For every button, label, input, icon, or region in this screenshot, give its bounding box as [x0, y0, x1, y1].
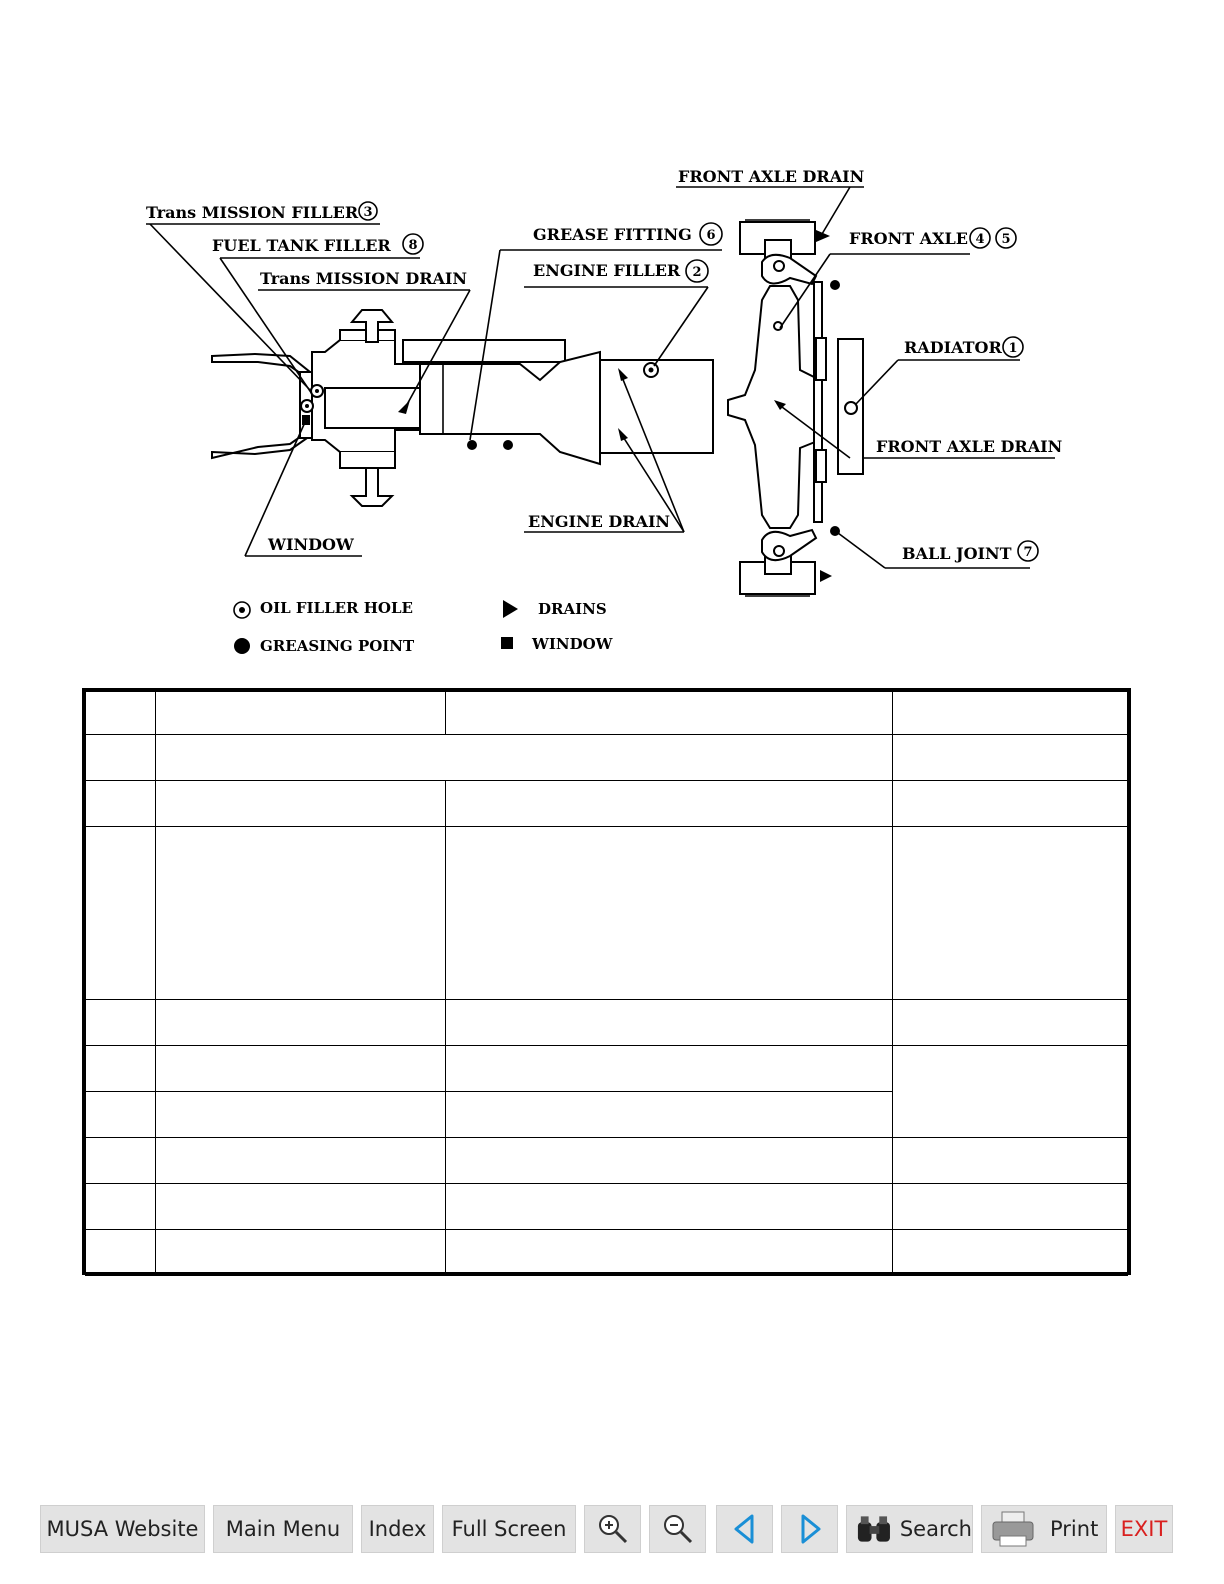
label-front-axle-drain-right: FRONT AXLE DRAIN: [876, 437, 1063, 456]
legend-oil-filler-hole: OIL FILLER HOLE: [260, 599, 413, 617]
previous-page-button[interactable]: [716, 1505, 773, 1553]
lubrication-points-diagram: [0, 0, 1224, 680]
label-front-axle-drain-top: FRONT AXLE DRAIN: [678, 167, 865, 186]
num-5: 5: [1001, 232, 1011, 247]
arrow-left-icon: [730, 1512, 760, 1546]
label-ball-joint: BALL JOINT: [902, 544, 1012, 563]
transmission-housing: [212, 310, 713, 506]
exit-button[interactable]: EXIT: [1115, 1505, 1173, 1553]
label-window: WINDOW: [268, 535, 354, 554]
zoom-in-icon: [596, 1512, 630, 1546]
legend-drains: DRAINS: [538, 600, 607, 618]
table-row: [86, 781, 1128, 827]
table-row: [86, 692, 1128, 735]
label-transmission-drain: Trans MISSION DRAIN: [260, 269, 468, 288]
label-front-axle: FRONT AXLE: [849, 229, 968, 248]
print-button[interactable]: [981, 1505, 1107, 1553]
table-row: [86, 1184, 1128, 1230]
num-7: 7: [1023, 545, 1033, 560]
num-3: 3: [363, 205, 373, 220]
label-transmission-filler: Trans MISSION FILLER: [146, 203, 359, 222]
print-label: Print: [1050, 1517, 1099, 1541]
num-8: 8: [408, 238, 418, 253]
label-radiator: RADIATOR: [904, 338, 1002, 357]
label-fuel-tank-filler: FUEL TANK FILLER: [212, 236, 391, 255]
arrow-right-icon: [795, 1512, 825, 1546]
search-label: Search: [899, 1517, 972, 1541]
next-page-button[interactable]: [781, 1505, 838, 1553]
zoom-out-icon: [661, 1512, 695, 1546]
full-screen-button[interactable]: Full Screen: [442, 1505, 576, 1553]
search-button[interactable]: [846, 1505, 973, 1553]
num-4: 4: [975, 232, 985, 247]
table-row: [86, 1138, 1128, 1184]
zoom-out-button[interactable]: [649, 1505, 706, 1553]
navigation-toolbar: [40, 1505, 1180, 1555]
window-symbol: [501, 637, 513, 649]
binoculars-icon: [855, 1512, 894, 1546]
legend-greasing-point: GREASING POINT: [260, 637, 415, 655]
main-menu-button[interactable]: Main Menu: [213, 1505, 353, 1553]
index-button[interactable]: Index: [361, 1505, 434, 1553]
table-row: [86, 1046, 1128, 1092]
greasing-point-symbol: [234, 638, 250, 654]
front-axle-assembly: [728, 220, 863, 596]
label-grease-fitting: GREASE FITTING: [533, 225, 692, 244]
table-row: [86, 1230, 1128, 1276]
table-row: [86, 1000, 1128, 1046]
legend: [234, 599, 614, 655]
label-engine-drain: ENGINE DRAIN: [528, 512, 671, 531]
zoom-in-button[interactable]: [584, 1505, 641, 1553]
num-2: 2: [692, 265, 702, 280]
num-1: 1: [1008, 341, 1018, 356]
printer-icon: [990, 1510, 1036, 1548]
table-row: [86, 735, 1128, 781]
lubrication-table: [82, 688, 1131, 1275]
table-row: [86, 827, 1128, 1000]
drain-symbol: [503, 600, 518, 618]
label-engine-filler: ENGINE FILLER: [533, 261, 681, 280]
num-6: 6: [706, 228, 716, 243]
musa-website-button[interactable]: MUSA Website: [40, 1505, 205, 1553]
legend-window: WINDOW: [532, 635, 613, 653]
